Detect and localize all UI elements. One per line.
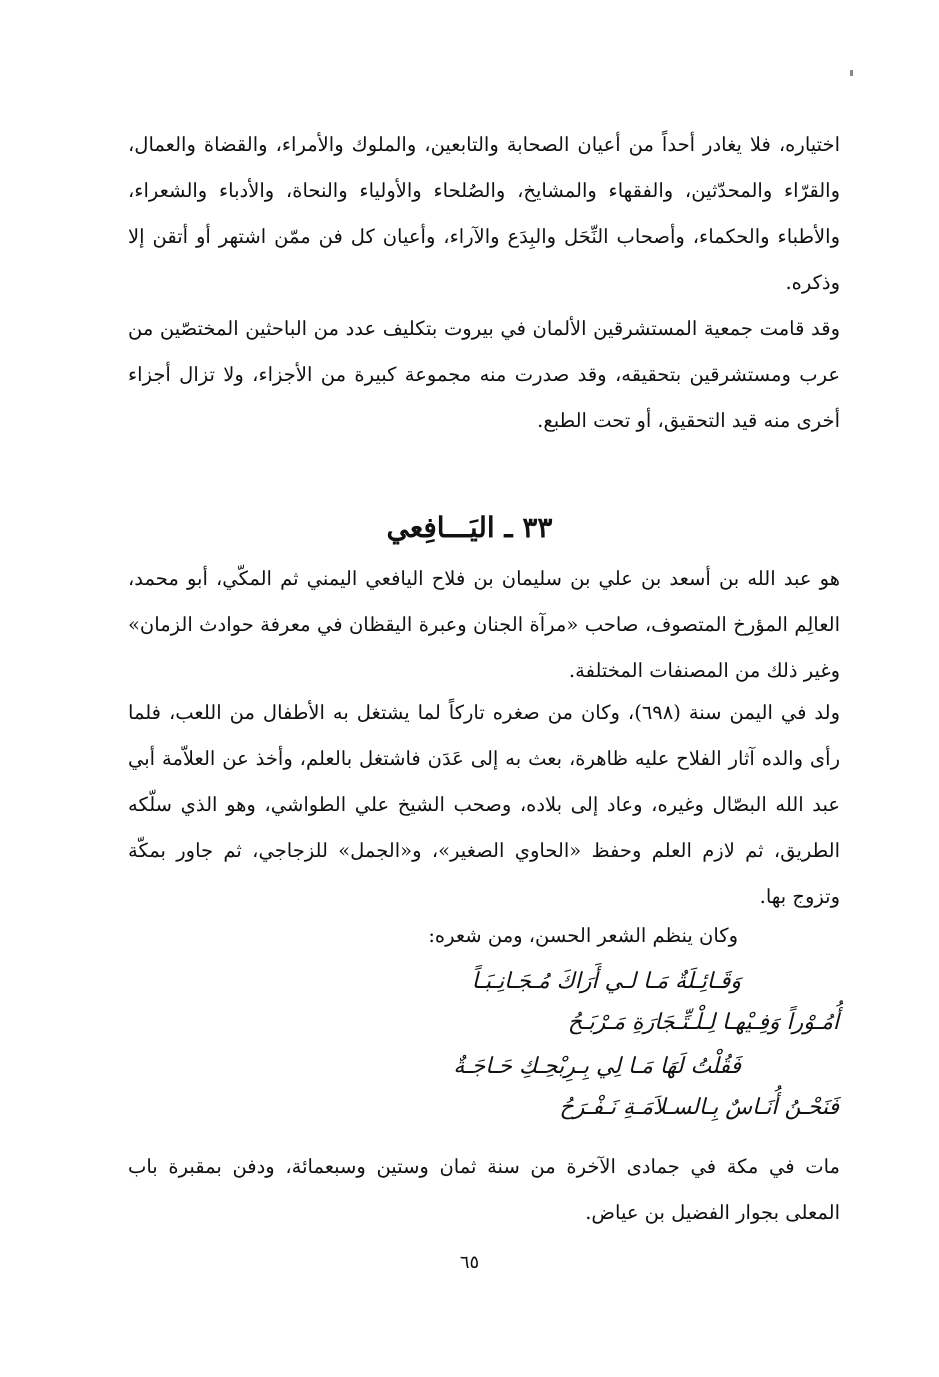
section-heading: ٣٣ ـ اليَـــافِعي [386,511,553,544]
paragraph-life: ولد في اليمن سنة (٦٩٨)، وكان من صغره تاركاً لما يشتغل به الأطفال من اللعب، فلما رأى والده آثار الفلاح عليه ظاهرة، بعث به إلى عَدَن فاشتغل بالعلم، وأخذ عن العلاّمة أبي عبد الله البصّال وغيره، وعاد إلى بلاده، وصحب الشيخ علي الطواشي، وهو الذي سلّكه الطريق، ثم لازم العلم وحفظ «الحاوي الصغير»، و«الجمل» للزجاجي، ثم جاور بمكّة وتزوج بها. [128,701,841,908]
poem-verse-2: أُمُـوْراً وَفِـيْهـا لِـلْـتِّـجَارَةِ مَـرْبَـحُ [567,1010,839,1035]
poem-verse-3: فَقُلْتُ لَهَا مَـا لِي بِـرِبْحِـكِ حَـاجَـةٌ [453,1054,741,1079]
poem-verse-1: وَقَـائِـلَةٌ مَـا لـي أَرَاكَ مُـجَـانِـبَـاً [471,969,741,994]
poem-verse-4: فَنَحْـنُ أُنَـاسٌ بِـالسـلاَمَـةِ نَـفْـرَحُ [559,1095,839,1120]
paragraph-biography: هو عبد الله بن أسعد بن علي بن سليمان بن فلاح اليافعي اليمني ثم المكّي، أبو محمد، العالِم المؤرخ المتصوف، صاحب «مرآة الجنان وعبرة اليقظان في معرفة حوادث الزمان» وغير ذلك من المصنفات المختلفة. [128,567,840,682]
paragraph-continuation: اختياره، فلا يغادر أحداً من أعيان الصحابة والتابعين، والملوك والأمراء، والقضاة والعمال، والقرّاء والمحدّثين، والفقهاء والمشايخ، والصُلحاء والأولياء والنحاة، والأدباء والشعراء، والأطباء والحكماء، وأصحاب النِّحَل والبِدَع والآراء، وأعيان كل فن ممّن اشتهر أو أتقن إلا وذكره. [128,133,840,294]
poem-intro: وكان ينظم الشعر الحسن، ومن شعره: [428,924,738,947]
paragraph-death: مات في مكة في جمادى الآخرة من سنة ثمان وستين وسبعمائة، ودفن بمقبرة باب المعلى بجوار الفضيل بن عياض. [128,1155,840,1224]
page-number: ٦٥ [459,1252,480,1273]
paragraph-orientalists: وقد قامت جمعية المستشرقين الألمان في بيروت بتكليف عدد من الباحثين المختصّين من عرب ومستشرقين بتحقيقه، وقد صدرت منه مجموعة كبيرة من الأجزاء، ولا تزال أجزاء أخرى منه قيد التحقيق، أو تحت الطبع. [128,317,840,432]
stray-mark [850,70,853,76]
